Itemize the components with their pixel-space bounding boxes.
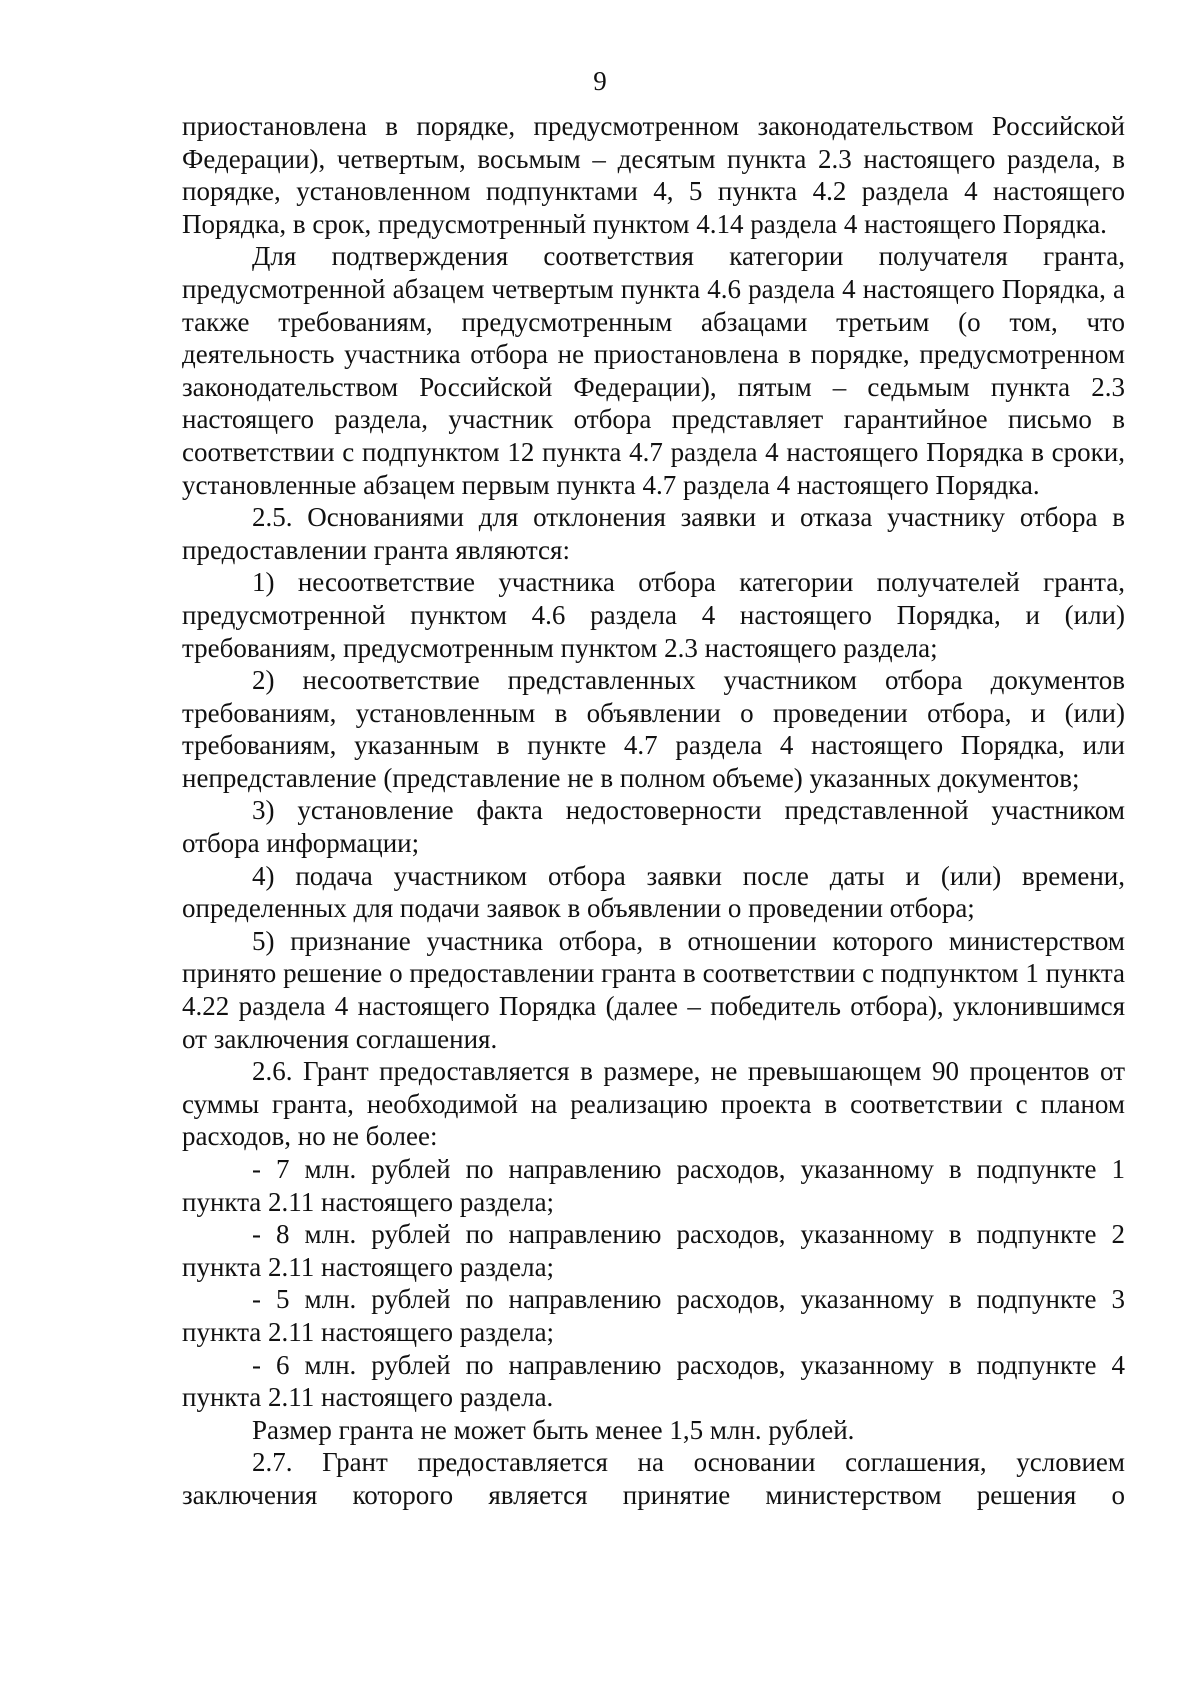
list-item-2-5-2: 2) несоответствие представленных участником отбора документов требованиям, установленным в объявлении о проведении отбора, и (или) требованиям, указанным в пункте 4.7 раздела 4 настоящего Порядка, или непредставление (представление не в полном объеме) указанных документов;: [182, 665, 1125, 793]
list-item-2-5-4: 4) подача участником отбора заявки после даты и (или) времени, определенных для подачи заявок в объявлении о проведении отбора;: [182, 860, 1125, 924]
paragraph-2-6: 2.6. Грант предоставляется в размере, не превышающем 90 процентов от суммы гранта, необходимой на реализацию проекта в соответствии с планом расходов, но не более:: [182, 1056, 1125, 1152]
list-item-2-5-5: 5) признание участника отбора, в отношении которого министерством принято решение о предоставлении гранта в соответствии с подпунктом 1 пункта 4.22 раздела 4 настоящего Порядка (далее – победитель отбора), уклонившимся от заключения соглашения.: [182, 925, 1125, 1054]
paragraph-confirmation: Для подтверждения соответствия категории получателя гранта, предусмотренной абзацем четвертым пункта 4.6 раздела 4 настоящего Порядка, а также требованиям, предусмотренным абзацами третьим (о том, что деятельность участника отбора не приостановлена в порядке, предусмотренном законодательством Российской Федерации), пятым – седьмым пункта 2.3 настоящего раздела, участник отбора представляет гарантийное письмо в соответствии с подпунктом 12 пункта 4.7 раздела 4 настоящего Порядка в сроки, установленные абзацем первым пункта 4.7 раздела 4 настоящего Порядка.: [182, 241, 1125, 500]
paragraph-2-5: 2.5. Основаниями для отклонения заявки и отказа участнику отбора в предоставлении гранта являются:: [182, 502, 1125, 565]
paragraph-minimum-grant: Размер гранта не может быть менее 1,5 млн. рублей.: [252, 1414, 855, 1445]
list-item-2-5-3: 3) установление факта недостоверности представленной участником отбора информации;: [182, 795, 1125, 859]
list-item-2-6-1: - 7 млн. рублей по направлению расходов, указанному в подпункте 1 пункта 2.11 настоящего раздела;: [182, 1154, 1125, 1217]
document-body: [182, 110, 1125, 1512]
list-item-2-5-1: 1) несоответствие участника отбора категории получателей гранта, предусмотренной пунктом 4.6 раздела 4 настоящего Порядка, и (или) требованиям, предусмотренным пунктом 2.3 настоящего раздела;: [182, 567, 1125, 663]
list-item-2-6-4: - 6 млн. рублей по направлению расходов, указанному в подпункте 4 пункта 2.11 настоящего раздела.: [182, 1349, 1125, 1413]
paragraph-continuation: приостановлена в порядке, предусмотренном законодательством Российской Федерации), четвертым, восьмым – десятым пункта 2.3 настоящего раздела, в порядке, установленном подпунктами 4, 5 пункта 4.2 раздела 4 настоящего Порядка, в срок, предусмотренный пунктом 4.14 раздела 4 настоящего Порядка.: [182, 111, 1125, 239]
page-number: 9: [593, 66, 607, 96]
list-item-2-6-2: - 8 млн. рублей по направлению расходов, указанному в подпункте 2 пункта 2.11 настоящего раздела;: [182, 1219, 1125, 1282]
paragraph-2-7: 2.7. Грант предоставляется на основании соглашения, условием заключения которого является принятие министерством решения о: [182, 1447, 1125, 1510]
list-item-2-6-3: - 5 млн. рублей по направлению расходов, указанному в подпункте 3 пункта 2.11 настоящего раздела;: [182, 1284, 1125, 1347]
